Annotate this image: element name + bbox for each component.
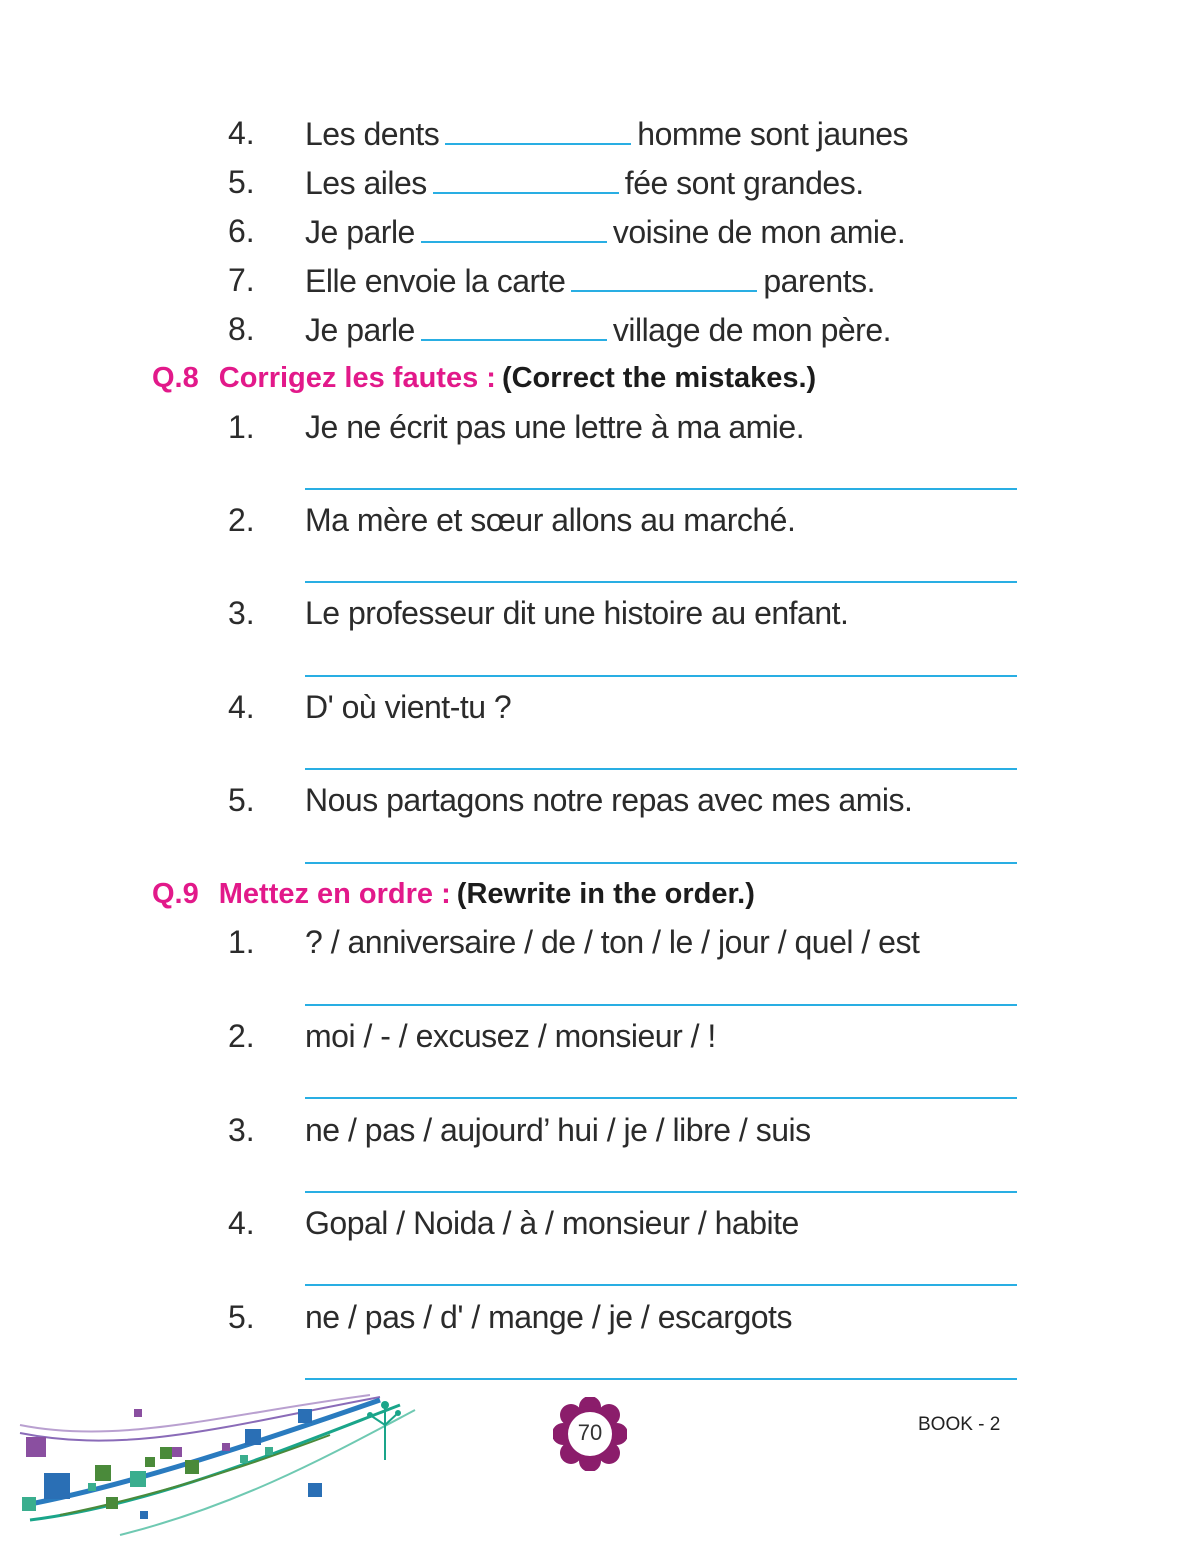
blank-field[interactable]	[445, 113, 631, 145]
question-heading-q9	[152, 874, 755, 914]
item-number: 7.	[228, 262, 255, 298]
item-number: 6.	[228, 213, 255, 249]
blank-field[interactable]	[421, 211, 607, 243]
item-number: 5.	[228, 164, 255, 200]
book-label: BOOK - 2	[918, 1414, 1001, 1435]
sentence-end: homme sont jaunes	[637, 116, 909, 152]
blank-field[interactable]	[433, 162, 619, 194]
item-sentence: Ma mère et sœur allons au marché.	[305, 502, 796, 538]
item-sentence: ne / pas / d' / mange / je / escargots	[305, 1299, 792, 1335]
q8-item	[0, 407, 1181, 447]
item-sentence: ne / pas / aujourd’ hui / je / libre / suis	[305, 1112, 811, 1148]
blank-field[interactable]	[571, 260, 757, 292]
blank-field[interactable]	[421, 309, 607, 341]
q8-item	[0, 687, 1181, 727]
q9-item	[0, 1016, 1181, 1056]
answer-line[interactable]	[305, 1284, 1017, 1286]
sentence-start: Les dents	[305, 116, 440, 152]
sentence-start: Je parle	[305, 214, 415, 250]
answer-line[interactable]	[305, 1097, 1017, 1099]
item-number: 4.	[228, 1205, 255, 1241]
item-number: 5.	[228, 1299, 255, 1335]
q9-item	[0, 1297, 1181, 1337]
item-sentence: Le professeur dit une histoire au enfant.	[305, 595, 849, 631]
sentence-end: fée sont grandes.	[624, 165, 864, 201]
question-title-en: (Rewrite in the order.)	[456, 878, 755, 910]
item-number: 2.	[228, 1018, 255, 1054]
q8-item	[0, 500, 1181, 540]
q8-item	[0, 780, 1181, 820]
fill-item	[0, 309, 1181, 349]
item-sentence: D' où vient-tu ?	[305, 689, 512, 725]
answer-line[interactable]	[305, 862, 1017, 864]
item-number: 3.	[228, 595, 255, 631]
item-number: 2.	[228, 502, 255, 538]
fill-item	[0, 260, 1181, 300]
item-sentence: moi / - / excusez / monsieur / !	[305, 1018, 716, 1054]
item-number: 3.	[228, 1112, 255, 1148]
answer-line[interactable]	[305, 488, 1017, 490]
item-sentence: ? / anniversaire / de / ton / le / jour / quel / est	[305, 924, 920, 960]
q8-item	[0, 593, 1181, 633]
answer-line[interactable]	[305, 1378, 1017, 1380]
sentence-end: parents.	[763, 263, 875, 299]
question-title-en: (Correct the mistakes.)	[501, 362, 817, 394]
q9-item	[0, 1110, 1181, 1150]
fill-item	[0, 113, 1181, 153]
decorative-swoosh	[0, 1385, 430, 1545]
item-number: 8.	[228, 311, 255, 347]
sentence-end: voisine de mon amie.	[612, 214, 906, 250]
answer-line[interactable]	[305, 581, 1017, 583]
answer-line[interactable]	[305, 1004, 1017, 1006]
sentence-start: Elle envoie la carte	[305, 263, 566, 299]
item-number: 5.	[228, 782, 255, 818]
fill-item	[0, 162, 1181, 202]
item-number: 4.	[228, 689, 255, 725]
page-number: 70	[577, 1420, 603, 1445]
fill-item	[0, 211, 1181, 251]
item-sentence: Je ne écrit pas une lettre à ma amie.	[305, 409, 805, 445]
q9-item	[0, 922, 1181, 962]
item-sentence: Gopal / Noida / à / monsieur / habite	[305, 1205, 799, 1241]
answer-line[interactable]	[305, 768, 1017, 770]
question-number: Q.9	[152, 878, 199, 910]
sentence-start: Je parle	[305, 312, 415, 348]
question-title-fr: Mettez en ordre :	[218, 878, 451, 910]
answer-line[interactable]	[305, 1191, 1017, 1193]
question-number: Q.8	[152, 362, 199, 394]
question-title-fr: Corrigez les fautes :	[218, 362, 496, 394]
item-number: 1.	[228, 409, 255, 445]
answer-line[interactable]	[305, 675, 1017, 677]
sentence-start: Les ailes	[305, 165, 427, 201]
item-number: 1.	[228, 924, 255, 960]
question-heading-q8	[152, 358, 816, 398]
item-number: 4.	[228, 115, 255, 151]
sentence-end: village de mon père.	[612, 312, 892, 348]
item-sentence: Nous partagons notre repas avec mes amis.	[305, 782, 913, 818]
q9-item	[0, 1203, 1181, 1243]
